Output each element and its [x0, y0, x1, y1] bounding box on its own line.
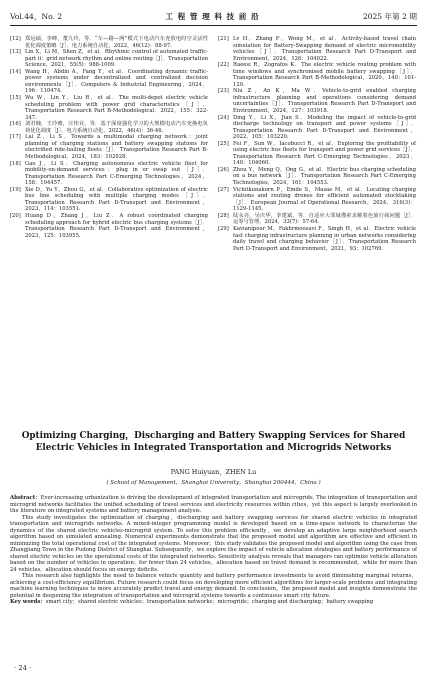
abstract [10, 495, 417, 606]
reference-text: Raeesi R，Zografos K．The electric vehicle routing problem with time windows and synchronised mobile battery swapping［J］．Transportation Research Part B-Methodological，2020，140：101-129. [233, 62, 416, 88]
journal-name: 工 程 管 理 科 技 前 沿 [165, 11, 260, 21]
title-line-1: Optimizing Charging，Discharging and Battery Swapping Services for Shared [21, 431, 406, 441]
reference-text: Xie D，Yu Y，Zhou G，et al．Collaborative optimization of electric bus line scheduling with multiple charging modes［J］．Transportation Research Part D-Transport and Environment，2023，114：103551. [25, 186, 208, 213]
abstract-paragraph-3: This research also highlights the need to balance vehicle quantity and battery performance investments to avoid diminishing marginal returns，achieving a cost-efficiency equilibrium. Future research could focus on developing more efficient algorithms for larger-scale problems and integrating machine learning techniques to more accurately predict travel and energy demand. In conclusion，the proposed model and insights demonstrate the potential in deepening the integration of transportation and microgrid systems towards a continuous smart city future. [10, 573, 417, 599]
running-header [10, 10, 417, 22]
reference-item [218, 88, 416, 114]
reference-text: Lai Z，Li S．Towards a multimodal charging network：joint planning of charging stations and battery swapping stations for electrified ride-hailing fleets［J］．Transportation Research Part B-Methodological，2024，183：102928. [25, 134, 208, 160]
reference-number: [21] [218, 36, 229, 42]
reference-number: [24] [218, 114, 229, 121]
reference-item [218, 187, 416, 213]
reference-number: [18] [10, 160, 21, 167]
reference-item [10, 69, 208, 95]
reference-number: [29] [218, 226, 229, 232]
reference-text: Huang D，Zhang J，Liu Z．A robust coordinated charging scheduling approach for hybrid electric bus charging systems［J］．Transportation Research Part D-Transport and Environment，2023，125：103955. [25, 213, 208, 239]
reference-number: [26] [218, 166, 229, 173]
reference-item [218, 213, 416, 226]
reference-item [10, 95, 208, 121]
keywords [10, 599, 417, 606]
abstract-label: Abstract： [10, 495, 41, 501]
paper-title [10, 430, 417, 454]
reference-number: [25] [218, 140, 229, 147]
reference-text: Ding Y，Li X，Jian S．Modeling the impact of vehicle-to-grid discharge technology on transport and power systems［J］．Transportation Research Part D-Transport and Environment，2022，105：103220. [233, 114, 416, 141]
reference-item [10, 36, 208, 49]
reference-item [10, 161, 208, 187]
reference-number: [27] [218, 186, 229, 193]
keywords-text: smart city；shared electric vehicles；transportation networks；microgrids；charging and discharging；battery swapping [45, 599, 374, 605]
reference-item [10, 213, 208, 239]
reference-number: [13] [10, 49, 21, 56]
reference-item [218, 115, 416, 141]
reference-text: Lin X，Li M，Shen Z，et al．Rhythmic control of automated traffic-part ii：grid network rhythm and online routing［J］．Transportation Science，2021，55(5)：988-1009. [25, 49, 208, 69]
reference-item [10, 121, 208, 134]
reference-number: [12] [10, 36, 21, 42]
volume-label: Vol.44，No. 2 [10, 11, 63, 21]
abstract-paragraph-1 [10, 495, 417, 515]
references [10, 36, 417, 252]
reference-number: [17] [10, 134, 21, 141]
reference-text: 刘君楠，王玲雅，庄伟业，等．基于深度强化学习的大规模电动汽车充换电负荷优化调度［J］．电力系统自动化，2022，46(4)：36-46. [25, 121, 208, 134]
authors: PANG Huiyuan，ZHEN Lu [170, 468, 257, 476]
reference-number: [28] [218, 212, 229, 219]
reference-item [218, 36, 416, 62]
page-number: · 24 · [14, 664, 32, 672]
reference-text: Vichitkunakorn P，Emde S，Masae M，et al．Locating charging stations and routing drones for efficient automated stocktaking［J］．European Journal of Operational Research，2024，316(3)：1129-1145. [233, 186, 416, 213]
reference-number: [14] [10, 68, 21, 75]
reference-item [10, 187, 208, 213]
reference-item [10, 134, 208, 160]
reference-item [218, 62, 416, 88]
issue-label: 2025 年第 2 期 [362, 11, 417, 21]
abstract-paragraph-2: This study investigates the optimization of charging，discharging and battery swapping services for shared electric vehicles in integrated transportation and microgrids networks. A mixed-integer programming model is developed based on a time-space network to characterize the dynamics of the shared electric vehicles-microgrid system. To solve this problem efficiently，we develop an adaptive large neighborhood search algorithm based on simulated annealing. Numerical experiments demonstrate that the proposed model and algorithm are effective and efficient in minimizing the total operational cost of the integrated systems. Moreover，this study validates the proposed model and algorithm using the case from Zhangjiang Town in the Pudong District of Shanghai. Subsequently，we explore the impact of vehicle allocation strategies and battery performance of shared electric vehicles on the operational costs of the integrated networks. Sensitivity analysis reveals that managers can optimize vehicle allocation based on the number of vehicles in operation；for fewer than 24 vehicles，allocation based on travel demand is recommended，while for more than 24 vehicles，allocation should focus on energy deficits. [10, 514, 417, 573]
reference-text: Gao J，Li S．Charging autonomous electric vehicle fleet for mobility-on-demand services：plug in or swap out［J］．Transportation Research Part C-Emerging Technologies，2024，158：104457. [25, 160, 208, 187]
reference-text: 郑远硕，李峰，董九玲，等．“车—路—网”模式下电动汽车充放电时空灵活性优化调度策略［J］．电力系统自动化，2022，46(12)：88-97. [25, 36, 208, 49]
reference-number: [20] [10, 213, 21, 219]
reference-number: [19] [10, 186, 21, 193]
reference-item [218, 141, 416, 167]
reference-text: Kavianipour M，Fakhrmoosavi F，Singh H，et al．Electric vehicle fast charging infrastructure planning in urban networks considering daily travel and charging behavior［J］．Transportation Research Part D-Transport and Environment，2021，93：102769. [233, 226, 416, 252]
references-right-column [218, 36, 416, 252]
reference-number: [16] [10, 121, 21, 128]
reference-text: 陆永亮，吴庆华，李建斌，等．自适应大邻域搜索求解着色旅行商问题［J］．运筹与管理，2024，33(7)：57-64. [233, 212, 416, 226]
reference-number: [15] [10, 95, 21, 102]
reference-text: Lv H，Zhang F，Wong M，et al．Activity-based travel chain simulation for Battery-Swapping demand of electric micromobility vehicles［J］．Transportation Research Part D-Transport and Environment，2024，126：104022. [233, 36, 416, 62]
references-left-column [10, 36, 208, 252]
reference-item [10, 49, 208, 69]
abstract-text-1: Ever-increasing urbanization is driving the development of integrated transportation and microgrids. The integration of transportation and microgrid networks facilitates the unified scheduling of travel services and electricity resources within cities，yet this aspect is largely overlooked in the literature on integrated systems and battery management analysis. [10, 495, 417, 514]
reference-item [218, 226, 416, 252]
title-line-2: Electric Vehicles in Integrated Transportation and Microgrids Networks [35, 443, 392, 453]
reference-number: [22] [218, 62, 229, 69]
header-rule [10, 25, 417, 26]
reference-text: Wang H，Abdin A，Fang Y，et al．Coordinating dynamic traffic-power systems under decentralized and centralized decision environments［J］．Computers & Industrial Engineering，2024，196：110474. [25, 68, 208, 95]
reference-text: Zhou Y，Meng Q，Ong G，et al．Electric bus charging scheduling on a bus network［J］．Transportation Research Part C-Emerging Technologies，2024，161：104553. [233, 166, 416, 186]
reference-text: Niu Z，An K，Ma W．Vehicle-to-grid enabled charging infrastructure planning and operations considering demand uncertainties［J］．Transportation Research Part D-Transport and Environment，2024，127：103918. [233, 88, 416, 114]
reference-item [218, 167, 416, 187]
reference-text: Wu W，Lin Y，Liu R，et al．The multi-depot electric vehicle scheduling problem with power grid characteristics［J］．Transportation Research Part B-Methodological．2022，155：322-347. [25, 95, 208, 121]
keywords-label: Key words： [10, 599, 46, 605]
affiliation: ( School of Management，Shanghai University，Shanghai 200444，China ) [106, 480, 321, 486]
reference-number: [23] [218, 88, 229, 95]
reference-text: Fei F，Sun W，Iacobucci R，et al．Exploring the profitability of using electric bus fleets for transport and power grid services［J］．Transportation Research Part C-Emerging Technologies，2023，149：104060. [233, 140, 416, 167]
